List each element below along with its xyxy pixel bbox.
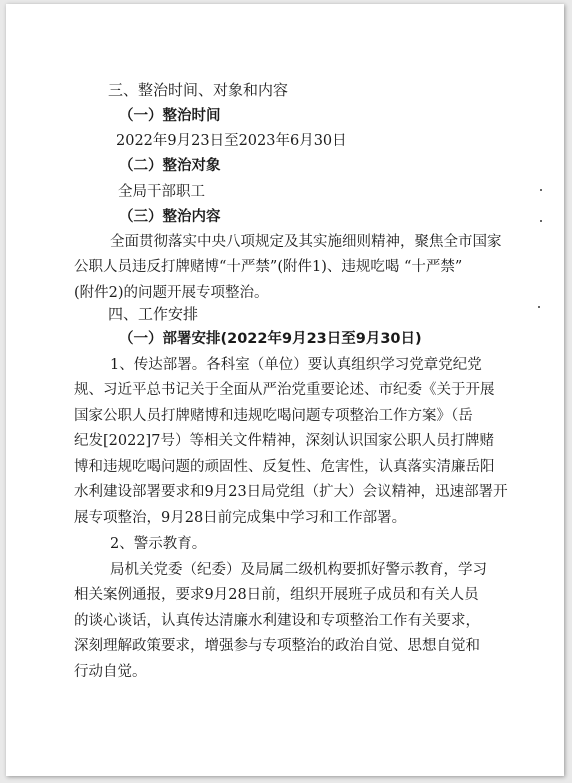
subheading-time: （一）整治时间 <box>119 108 221 124</box>
subheading-deployment: （一）部署安排(2022年9月23日至9月30日) <box>119 331 422 347</box>
para2-line: 相关案例通报，要求9月28日前，组织开展班子成员和有关人员 <box>74 587 479 603</box>
para1-line: 1、传达部署。各科室（单位）要认真组织学习党章党纪党 <box>110 357 482 373</box>
subheading-target: （二）整治对象 <box>119 158 221 174</box>
scan-speck <box>538 306 540 308</box>
document-page <box>6 4 564 776</box>
item-warning-education: 2、警示教育。 <box>110 536 207 552</box>
para2-line: 局机关党委（纪委）及局属二级机构要抓好警示教育，学习 <box>110 562 487 578</box>
para1-line: 规、习近平总书记关于全面从严治党重要论述、市纪委《关于开展 <box>74 382 495 398</box>
para1-line: 博和违规吃喝问题的顽固性、反复性、危害性，认真落实清廉岳阳 <box>74 459 495 475</box>
date-range: 2022年9月23日至2023年6月30日 <box>116 133 347 149</box>
para1-line: 展专项整治，9月28日前完成集中学习和工作部署。 <box>74 510 407 526</box>
subheading-content: （三）整治内容 <box>119 209 221 225</box>
content-line: (附件2)的问题开展专项整治。 <box>74 285 269 301</box>
para2-line: 的谈心谈话，认真传达清廉水利建设和专项整治工作有关要求， <box>74 613 480 629</box>
para1-line: 水利建设部署要求和9月23日局党组（扩大）会议精神，迅速部署开 <box>74 484 508 500</box>
para1-line: 国家公职人员打牌赌博和违规吃喝问题专项整治工作方案》（岳 <box>74 408 473 424</box>
section-heading-4: 四、工作安排 <box>108 305 199 323</box>
target-text: 全局干部职工 <box>118 184 205 200</box>
content-line: 公职人员违反打牌赌博“十严禁”(附件1)、违规吃喝 “十严禁” <box>74 259 463 275</box>
para1-line: 纪发[2022]7号）等相关文件精神，深刻认识国家公职人员打牌赌 <box>74 433 494 449</box>
content-line: 全面贯彻落实中央八项规定及其实施细则精神，聚焦全市国家 <box>110 234 502 250</box>
scan-speck <box>540 220 542 222</box>
para2-line: 行动自觉。 <box>74 664 147 680</box>
scan-speck <box>540 189 542 191</box>
para2-line: 深刻理解政策要求，增强参与专项整治的政治自觉、思想自觉和 <box>74 638 480 654</box>
section-heading-3: 三、整治时间、对象和内容 <box>108 81 289 99</box>
